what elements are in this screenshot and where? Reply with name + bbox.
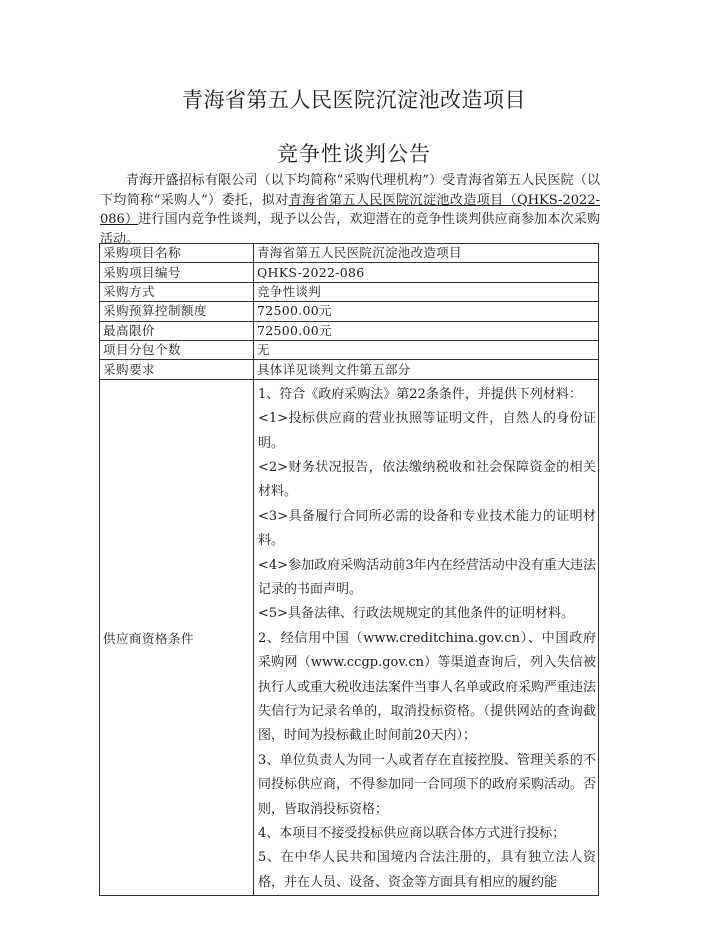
intro-paragraph	[100, 171, 600, 249]
qualification-item: 5、在中华人民共和国境内合法注册的，具有独立法人资格，并在人员、设备、资金等方面具有相应的履约能	[258, 850, 596, 890]
qualification-row	[100, 379, 599, 896]
qualification-item: <4>参加政府采购活动前3年内在经营活动中没有重大违法记录的书面声明。	[258, 557, 596, 597]
row-value: 竞争性谈判	[254, 282, 599, 301]
document-title: 青海省第五人民医院沉淀池改造项目	[182, 88, 526, 112]
project-link: 青海省第五人民医院沉淀池改造项目（QHKS-2022-086）	[100, 192, 600, 227]
row-value: 72500.00元	[254, 302, 599, 321]
qualification-item: 3、单位负责人为同一人或者存在直接控股、管理关系的不同投标供应商，不得参加同一合同项下的政府采购活动。否则，皆取消投标资格；	[258, 752, 597, 817]
row-label: 采购方式	[100, 282, 254, 301]
table-row	[100, 340, 599, 359]
table-row	[100, 302, 599, 321]
table-row	[100, 263, 599, 282]
qualification-item: <2>财务状况报告，依法缴纳税收和社会保障资金的相关材料。	[258, 459, 596, 500]
qualification-item: 4、本项目不接受投标供应商以联合体方式进行投标；	[258, 826, 566, 842]
row-value: 无	[254, 340, 599, 359]
qualification-item: 1、符合《政府采购法》第22条条件，并提供下列材料：	[258, 386, 582, 402]
row-label: 采购预算控制额度	[100, 302, 254, 321]
qualification-content	[254, 379, 599, 896]
qualification-item: <3>具备履行合同所必需的设备和专业技术能力的证明材料。	[258, 508, 596, 549]
row-label: 采购项目编号	[100, 263, 254, 282]
intro-text-2: 进行国内竞争性谈判，现予以公告，欢迎潜在的竞争性谈判供应商参加本次采购活动。	[100, 212, 600, 247]
table-row	[100, 321, 599, 340]
qualification-label: 供应商资格条件	[100, 379, 254, 896]
row-label: 项目分包个数	[100, 340, 254, 359]
intro-text-1: 青海开盛招标有限公司（以下均简称“采购代理机构”）受青海省第五人民医院（以下均简称“采购人”）委托，拟对	[100, 173, 600, 208]
table-row	[100, 244, 599, 263]
row-label: 采购要求	[100, 360, 254, 379]
row-value: QHKS-2022-086	[254, 263, 599, 282]
qualification-item: <5>具备法律、行政法规规定的其他条件的证明材料。	[258, 606, 575, 622]
info-table	[99, 243, 599, 896]
table-row	[100, 360, 599, 379]
row-value: 青海省第五人民医院沉淀池改造项目	[254, 244, 599, 263]
document-subtitle: 竞争性谈判公告	[277, 142, 431, 166]
row-label: 采购项目名称	[100, 244, 254, 263]
qualification-item: <1>投标供应商的营业执照等证明文件，自然人的身份证明。	[258, 411, 596, 451]
row-value: 72500.00元	[254, 321, 599, 340]
row-label: 最高限价	[100, 321, 254, 340]
qualification-item: 2、经信用中国（www.creditchina.gov.cn）、中国政府采购网（www.ccgp.gov.cn）等渠道查询后，列入失信被执行人或重大税收违法案件当事人名单或政府采购严重违法失信行为记录名单的，取消投标资格。（提供网站的查询截图，时间为投标截止时间前20天内）；	[258, 630, 597, 744]
table-row	[100, 282, 599, 301]
row-value: 具体详见谈判文件第五部分	[254, 360, 599, 379]
